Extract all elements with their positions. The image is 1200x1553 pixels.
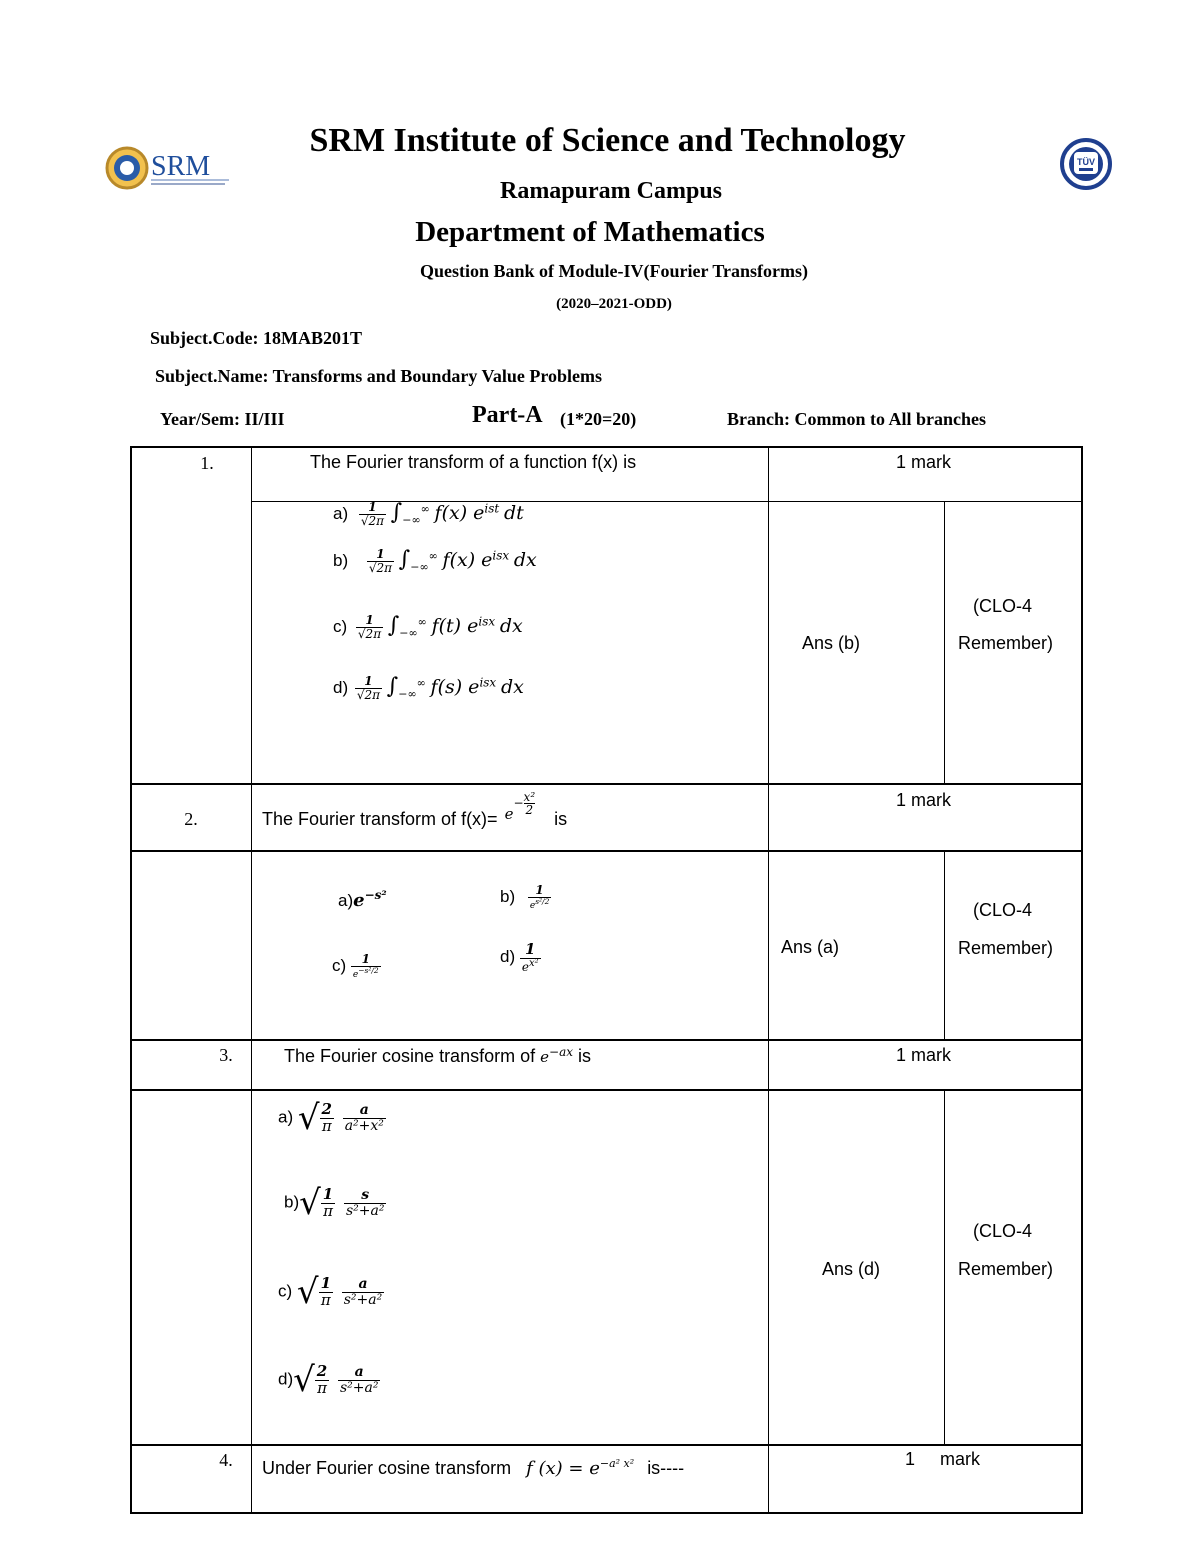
- fraction: $\frac{1}{e^{s^2/2}}$: [529, 883, 550, 911]
- integrand: f(x) e: [434, 502, 485, 524]
- question-marks: 1 mark: [905, 1449, 981, 1469]
- bloom-level: Remember): [958, 1259, 1054, 1279]
- option-label: a): [338, 891, 354, 910]
- fraction: $\frac{1}{√2\pi}$: [360, 500, 385, 529]
- fraction: $\frac{1}{\pi}$: [320, 1273, 332, 1309]
- option-label: a): [333, 504, 349, 523]
- academic-year: (2020–2021-ODD): [556, 296, 672, 312]
- clo-tag: (CLO-4: [973, 1221, 1033, 1241]
- option-b: [500, 884, 551, 911]
- fraction: $\frac{2}{\pi}$: [321, 1099, 332, 1135]
- question-text-before: The Fourier cosine transform of: [284, 1046, 536, 1066]
- table-border-right: [1081, 447, 1083, 1514]
- table-row-divider: [130, 1444, 1083, 1446]
- function-expression: f $(x) = e^{-a^2 x^2}$: [526, 1457, 635, 1479]
- campus-name: Ramapuram Campus: [499, 178, 723, 204]
- question-text: [284, 1045, 591, 1067]
- question-number: 2.: [184, 809, 198, 829]
- option-label: c): [332, 956, 347, 975]
- fraction: $\frac{a}{\text{s²+a²}}$: [343, 1275, 383, 1308]
- option-c: [332, 953, 381, 980]
- option-label: c): [278, 1281, 293, 1301]
- subject-code: Subject.Code: 18MAB201T: [150, 328, 362, 348]
- fraction: $\frac{1}{√2\pi}$: [368, 547, 393, 576]
- option-label: b): [333, 551, 349, 570]
- question-marks: 1 mark: [896, 452, 952, 472]
- question-bank-title: Question Bank of Module-IV(Fourier Transforms): [419, 261, 808, 281]
- table-col-divider: [944, 1090, 945, 1446]
- fraction: $\frac{2}{\pi}$: [316, 1361, 328, 1397]
- option-d: [500, 942, 541, 973]
- option-d: [278, 1360, 380, 1400]
- table-col-divider: [944, 851, 945, 1041]
- department-name: Department of Mathematics: [415, 216, 765, 248]
- integral-sign: ∫: [386, 674, 399, 699]
- institute-title: SRM Institute of Science and Technology: [309, 122, 906, 159]
- table-row-divider: [130, 1512, 1083, 1514]
- exp-function: e− x² 2: [504, 790, 536, 823]
- differential: dx: [500, 676, 524, 698]
- fraction: $\frac{s}{\text{s²+a²}}$: [345, 1186, 385, 1219]
- option-a: [278, 1098, 386, 1138]
- question-text: [262, 1457, 684, 1479]
- svg-text:TÜV: TÜV: [1077, 157, 1095, 167]
- table-border-left: [130, 447, 132, 1514]
- clo-tag: (CLO-4: [973, 900, 1033, 920]
- sqrt-sign: √: [299, 1183, 321, 1223]
- option-c: [278, 1272, 384, 1312]
- differential: dx: [499, 615, 523, 637]
- integrand: f(t) e: [431, 615, 479, 637]
- option-d: d) $\frac{1}{√2\pi}$ $\int_{-\infty}^\infty$ f(s) $e^{isx}$ dx: [333, 674, 524, 703]
- fraction: $\frac{a}{\text{s²+a²}}$: [339, 1363, 379, 1396]
- option-label: d): [333, 678, 349, 697]
- question-text-before: The Fourier transform of f(x)=: [262, 809, 498, 829]
- fraction: $\frac{1}{\pi}$: [322, 1184, 334, 1220]
- year-semester: Year/Sem: II/III: [160, 409, 285, 429]
- question-text: The Fourier transform of a function f(x) is: [310, 452, 637, 472]
- svg-text:SRM: SRM: [151, 151, 211, 182]
- fraction: $\frac{1}{√2\pi}$: [357, 613, 382, 642]
- clo-tag: (CLO-4: [973, 596, 1033, 616]
- option-label: d): [278, 1369, 294, 1389]
- fraction: $\frac{1}{e^{-s^2/2}}$: [352, 952, 379, 980]
- option-label: b): [284, 1192, 300, 1212]
- fraction: $\frac{1}{e^{x^2}}$: [521, 940, 539, 974]
- part-heading: Part-A: [472, 402, 543, 428]
- table-row-divider: [130, 1039, 1083, 1041]
- table-row-divider: [130, 1089, 1083, 1091]
- exponent: isx: [492, 548, 510, 563]
- exp-function: $e^{-ax}$: [540, 1045, 573, 1066]
- answer: Ans (b): [802, 633, 861, 653]
- sqrt-sign: √: [293, 1360, 315, 1400]
- table-row-divider: [130, 446, 1083, 448]
- answer: Ans (a): [781, 937, 840, 957]
- bloom-level: Remember): [958, 938, 1054, 958]
- option-a: a) $\frac{1}{√2\pi}$ $\int_{-\infty}^\infty$ f(x) $e^{ist}$ dt: [333, 500, 524, 529]
- integrand: f(s) e: [430, 676, 480, 698]
- option-label: b): [500, 887, 516, 906]
- answer: Ans (d): [822, 1259, 881, 1279]
- fraction: $\frac{a}{\text{a²+x²}}$: [344, 1101, 384, 1134]
- differential: dt: [503, 502, 524, 524]
- question-marks: 1 mark: [896, 790, 952, 810]
- question-text-after: is----: [647, 1458, 685, 1478]
- question-text-after: is: [554, 809, 568, 829]
- exponent: ist: [484, 501, 500, 516]
- exponent: isx: [478, 614, 496, 629]
- question-number: 1.: [200, 453, 214, 473]
- bloom-level: Remember): [958, 633, 1054, 653]
- sqrt-sign: √: [297, 1098, 320, 1138]
- table-col-divider: [944, 501, 945, 784]
- table-row-divider: [130, 783, 1083, 785]
- branch: Branch: Common to All branches: [727, 409, 987, 429]
- option-a: $a)e^{-s^2}$: [338, 888, 387, 911]
- option-c: c) $\frac{1}{√2\pi}$ $\int_{-\infty}^\infty$ f(t) $e^{isx}$ dx: [333, 613, 523, 642]
- exponent: isx: [479, 675, 497, 690]
- integral-sign: ∫: [390, 500, 403, 525]
- option-b: [284, 1183, 386, 1223]
- table-row-divider: [130, 850, 1083, 852]
- question-marks: 1 mark: [896, 1045, 952, 1065]
- option-b: b) $\frac{1}{√2\pi}$ $\int_{-\infty}^\infty$ f(x) $e^{isx}$ dx: [333, 547, 537, 576]
- integral-sign: ∫: [398, 547, 411, 572]
- fraction: $\frac{1}{√2\pi}$: [356, 674, 381, 703]
- table-col-divider: [251, 447, 252, 1514]
- question-number: 3.: [219, 1045, 233, 1065]
- option-label: a): [278, 1107, 294, 1127]
- sqrt-sign: √: [296, 1272, 319, 1312]
- question-text-before: Under Fourier cosine transform: [262, 1458, 512, 1478]
- question-text-after: is: [578, 1046, 592, 1066]
- table-col-divider: [768, 447, 769, 1514]
- question-number: 4.: [219, 1450, 233, 1470]
- subject-name: Subject.Name: Transforms and Boundary Value Problems: [155, 366, 603, 386]
- integrand: f(x) e: [442, 549, 493, 571]
- part-marks: (1*20=20): [560, 409, 637, 429]
- option-label: d): [500, 947, 516, 967]
- integral-sign: ∫: [387, 613, 400, 638]
- option-label: c): [333, 617, 348, 636]
- differential: dx: [513, 549, 537, 571]
